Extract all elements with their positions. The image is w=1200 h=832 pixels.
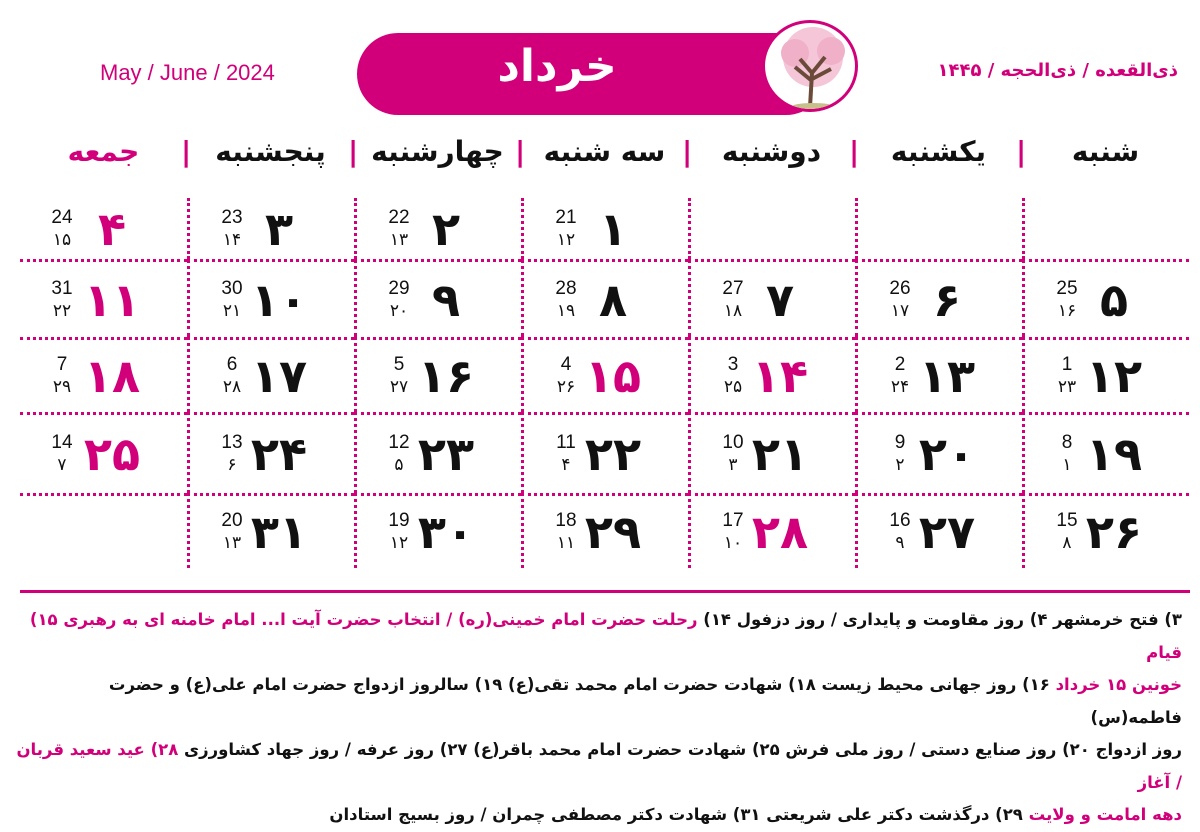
secondary-dates — [42, 207, 82, 251]
weekday-label: شنبه — [1071, 135, 1140, 168]
hijri-day: ۵ — [394, 455, 404, 475]
day-cell[interactable] — [187, 198, 354, 259]
day-cell[interactable] — [1022, 412, 1189, 493]
day-cell[interactable] — [354, 198, 521, 259]
hijri-day: ۱۴ — [222, 229, 242, 250]
secondary-dates — [379, 278, 419, 322]
secondary-dates — [880, 278, 920, 322]
day-cell[interactable] — [521, 493, 688, 568]
persian-day: ۱۷ — [250, 349, 308, 403]
gregorian-day: 7 — [56, 354, 68, 375]
hijri-day: ۶ — [227, 455, 237, 475]
separator: | — [181, 135, 192, 168]
gregorian-day: 26 — [889, 277, 911, 299]
secondary-dates — [212, 278, 252, 322]
secondary-dates — [713, 354, 753, 398]
hijri-day: ۲۱ — [222, 300, 242, 321]
weekday-label: دوشنبه — [721, 135, 822, 168]
separator: | — [682, 135, 693, 168]
persian-day: ۲ — [431, 201, 461, 256]
gregorian-day: 10 — [722, 432, 744, 453]
gregorian-day: 3 — [727, 354, 739, 375]
hijri-day: ۲۰ — [389, 300, 409, 321]
hijri-months: ذی‌القعده / ذی‌الحجه / ۱۴۴۵ — [937, 60, 1178, 81]
day-cell[interactable] — [354, 337, 521, 412]
persian-day: ۱۸ — [83, 349, 141, 403]
weekday-2 — [682, 128, 855, 176]
hijri-day: ۲۵ — [723, 377, 743, 397]
secondary-dates — [546, 354, 586, 398]
weekday-label: سه شنبه — [543, 135, 666, 168]
persian-day: ۲۶ — [1085, 505, 1143, 559]
secondary-dates — [1047, 432, 1087, 476]
empty-cell — [688, 198, 855, 259]
weekday-4 — [348, 128, 521, 176]
secondary-dates — [880, 432, 920, 476]
hijri-day: ۳ — [728, 455, 738, 475]
persian-day: ۹ — [431, 272, 461, 327]
gregorian-day: 12 — [388, 432, 410, 453]
hijri-day: ۲۸ — [222, 377, 242, 397]
gregorian-day: 29 — [388, 277, 410, 299]
events-list — [12, 604, 1182, 832]
event-text: ۱۶) روز جهانی محیط زیست ۱۸) شهادت حضرت امام محمد تقی(ع) ۱۹) سالروز ازدواج حضرت امام علی(ع) و حضرت فاطمه(س) — [108, 675, 1182, 727]
day-cell[interactable] — [521, 412, 688, 493]
secondary-dates — [42, 432, 82, 476]
secondary-dates — [1047, 510, 1087, 554]
secondary-dates — [880, 354, 920, 398]
persian-day: ۱۶ — [417, 349, 475, 403]
gregorian-day: 30 — [221, 277, 243, 299]
persian-day: ۲۵ — [83, 427, 141, 481]
secondary-dates — [1047, 354, 1087, 398]
persian-day: ۲۲ — [584, 427, 642, 481]
secondary-dates — [880, 510, 920, 554]
day-cell[interactable] — [1022, 493, 1189, 568]
day-cell[interactable] — [20, 259, 187, 337]
gregorian-day: 21 — [555, 206, 577, 228]
weekday-header — [20, 128, 1189, 176]
day-cell[interactable] — [354, 493, 521, 568]
holiday-event: رحلت حضرت امام خمینی(ره) / انتخاب حضرت آیت ا... امام خامنه ای به رهبری ۱۵) قیام — [29, 610, 1182, 662]
weekday-label: چهارشنبه — [371, 135, 504, 168]
hijri-day: ۲۹ — [52, 377, 72, 397]
day-cell[interactable] — [20, 198, 187, 259]
gregorian-day: 23 — [221, 206, 243, 228]
persian-day: ۱۱ — [83, 272, 141, 327]
month-title: خرداد — [497, 41, 617, 92]
day-cell[interactable] — [187, 259, 354, 337]
gregorian-day: 15 — [1056, 510, 1078, 531]
separator: | — [348, 135, 359, 168]
separator: | — [515, 135, 526, 168]
secondary-dates — [379, 510, 419, 554]
persian-day: ۳ — [264, 201, 294, 256]
gregorian-day: 8 — [1061, 432, 1073, 453]
day-cell[interactable] — [187, 337, 354, 412]
persian-day: ۲۹ — [584, 505, 642, 559]
gregorian-day: 17 — [722, 510, 744, 531]
persian-day: ۲۸ — [751, 505, 809, 559]
gregorian-day: 28 — [555, 277, 577, 299]
weekday-0 — [1016, 128, 1189, 176]
gregorian-months: May / June / 2024 — [100, 60, 275, 85]
divider — [20, 590, 1190, 593]
gregorian-day: 13 — [221, 432, 243, 453]
hijri-day: ۱۰ — [723, 533, 743, 553]
hijri-day: ۱۵ — [52, 229, 72, 250]
gregorian-day: 4 — [560, 354, 572, 375]
hijri-day: ۲۶ — [556, 377, 576, 397]
hijri-day: ۹ — [895, 533, 905, 553]
secondary-dates — [713, 510, 753, 554]
gregorian-day: 20 — [221, 510, 243, 531]
persian-day: ۱۹ — [1085, 427, 1143, 481]
day-cell[interactable] — [855, 259, 1022, 337]
hijri-day: ۱۷ — [890, 300, 910, 321]
secondary-dates — [212, 207, 252, 251]
persian-day: ۱۴ — [751, 349, 809, 403]
hijri-day: ۱۶ — [1057, 300, 1077, 321]
day-cell[interactable] — [688, 259, 855, 337]
secondary-dates — [546, 207, 586, 251]
gregorian-day: 25 — [1056, 277, 1078, 299]
secondary-dates — [713, 278, 753, 322]
gregorian-day: 27 — [722, 277, 744, 299]
gregorian-day: 22 — [388, 206, 410, 228]
hijri-day: ۲۳ — [1057, 377, 1077, 397]
empty-cell — [1022, 198, 1189, 259]
secondary-dates — [379, 432, 419, 476]
weekday-6 — [20, 128, 187, 176]
secondary-dates — [212, 510, 252, 554]
persian-day: ۱۰ — [250, 272, 308, 327]
weekday-1 — [849, 128, 1022, 176]
weekday-label: پنجشنبه — [215, 135, 326, 168]
hijri-day: ۲ — [895, 455, 905, 475]
event-text: ۲۹) درگذشت دکتر علی شریعتی ۳۱) شهادت دکتر مصطفی چمران / روز بسیج استادان — [329, 805, 1029, 824]
day-cell[interactable] — [521, 337, 688, 412]
day-cell[interactable] — [187, 493, 354, 568]
gregorian-day: 14 — [51, 432, 73, 453]
separator: | — [849, 135, 860, 168]
day-cell[interactable] — [688, 337, 855, 412]
event-line — [12, 604, 1182, 669]
secondary-dates — [212, 354, 252, 398]
secondary-dates — [546, 510, 586, 554]
persian-day: ۲۴ — [250, 427, 308, 481]
persian-day: ۴ — [97, 201, 127, 256]
weekday-3 — [515, 128, 688, 176]
hijri-day: ۱۳ — [389, 229, 409, 250]
hijri-day: ۱۲ — [389, 533, 409, 553]
holiday-event: ۲۸) عید سعید قربان / آغاز — [16, 740, 1182, 792]
weekday-5 — [181, 128, 354, 176]
secondary-dates — [42, 354, 82, 398]
day-cell[interactable] — [1022, 259, 1189, 337]
day-cell[interactable] — [20, 337, 187, 412]
gregorian-day: 31 — [51, 277, 73, 299]
secondary-dates — [713, 432, 753, 476]
day-cell[interactable] — [1022, 337, 1189, 412]
gregorian-day: 1 — [1061, 354, 1073, 375]
gregorian-day: 5 — [393, 354, 405, 375]
separator: | — [1016, 135, 1027, 168]
gregorian-day: 6 — [226, 354, 238, 375]
empty-cell — [855, 198, 1022, 259]
gregorian-day: 11 — [556, 432, 576, 453]
secondary-dates — [546, 278, 586, 322]
day-cell[interactable] — [521, 198, 688, 259]
persian-day: ۵ — [1099, 272, 1129, 327]
day-cell[interactable] — [354, 259, 521, 337]
event-line — [12, 734, 1182, 799]
hijri-day: ۱ — [1062, 455, 1072, 475]
day-cell[interactable] — [855, 493, 1022, 568]
gregorian-day: 2 — [894, 354, 906, 375]
weekday-label: جمعه — [67, 135, 140, 168]
gregorian-day: 19 — [388, 510, 410, 531]
hijri-day: ۱۳ — [222, 533, 242, 553]
persian-day: ۶ — [932, 272, 962, 327]
day-cell[interactable] — [688, 493, 855, 568]
persian-day: ۲۱ — [751, 427, 809, 481]
day-cell[interactable] — [20, 412, 187, 493]
secondary-dates — [212, 432, 252, 476]
event-text: ۳) فتح خرمشهر ۴) روز مقاومت و پایداری / روز دزفول ۱۴) — [697, 610, 1182, 629]
hijri-day: ۸ — [1062, 533, 1072, 553]
day-cell[interactable] — [855, 412, 1022, 493]
persian-day: ۱۵ — [584, 349, 642, 403]
hijri-day: ۱۲ — [556, 229, 576, 250]
gregorian-day: 9 — [894, 432, 906, 453]
persian-day: ۷ — [765, 272, 795, 327]
persian-day: ۲۳ — [417, 427, 475, 481]
gregorian-day: 16 — [889, 510, 911, 531]
gregorian-day: 24 — [51, 206, 73, 228]
hijri-day: ۱۹ — [556, 300, 576, 321]
persian-day: ۸ — [598, 272, 628, 327]
persian-day: ۲۷ — [918, 505, 976, 559]
persian-day: ۳۱ — [250, 505, 308, 559]
month-banner — [357, 33, 827, 115]
persian-day: ۳۰ — [417, 505, 475, 559]
event-text: روز ازدواج ۲۰) روز صنایع دستی / روز ملی فرش ۲۵) شهادت حضرت امام محمد باقر(ع) ۲۷) روز عرفه / روز جهاد کشاورزی — [178, 740, 1182, 759]
secondary-dates — [1047, 278, 1087, 322]
secondary-dates — [379, 207, 419, 251]
tree-icon — [762, 20, 858, 112]
hijri-day: ۴ — [561, 455, 571, 475]
persian-day: ۱۲ — [1085, 349, 1143, 403]
day-cell[interactable] — [187, 412, 354, 493]
day-cell[interactable] — [521, 259, 688, 337]
hijri-day: ۱۸ — [723, 300, 743, 321]
hijri-day: ۲۷ — [389, 377, 409, 397]
event-line — [12, 799, 1182, 832]
holiday-event: دهه امامت و ولایت — [1028, 805, 1182, 824]
hijri-day: ۲۴ — [890, 377, 910, 397]
event-line — [12, 669, 1182, 734]
empty-cell — [20, 493, 187, 568]
secondary-dates — [42, 278, 82, 322]
hijri-day: ۷ — [57, 455, 67, 475]
calendar-grid — [20, 198, 1189, 568]
holiday-event: خونین ۱۵ خرداد — [1055, 675, 1182, 694]
day-cell[interactable] — [688, 412, 855, 493]
persian-day: ۱۳ — [918, 349, 976, 403]
hijri-day: ۲۲ — [52, 300, 72, 321]
weekday-label: یکشنبه — [890, 135, 987, 168]
persian-day: ۱ — [598, 201, 628, 256]
day-cell[interactable] — [855, 337, 1022, 412]
secondary-dates — [546, 432, 586, 476]
secondary-dates — [379, 354, 419, 398]
gregorian-day: 18 — [555, 510, 577, 531]
day-cell[interactable] — [354, 412, 521, 493]
persian-day: ۲۰ — [918, 427, 976, 481]
hijri-day: ۱۱ — [556, 533, 576, 553]
